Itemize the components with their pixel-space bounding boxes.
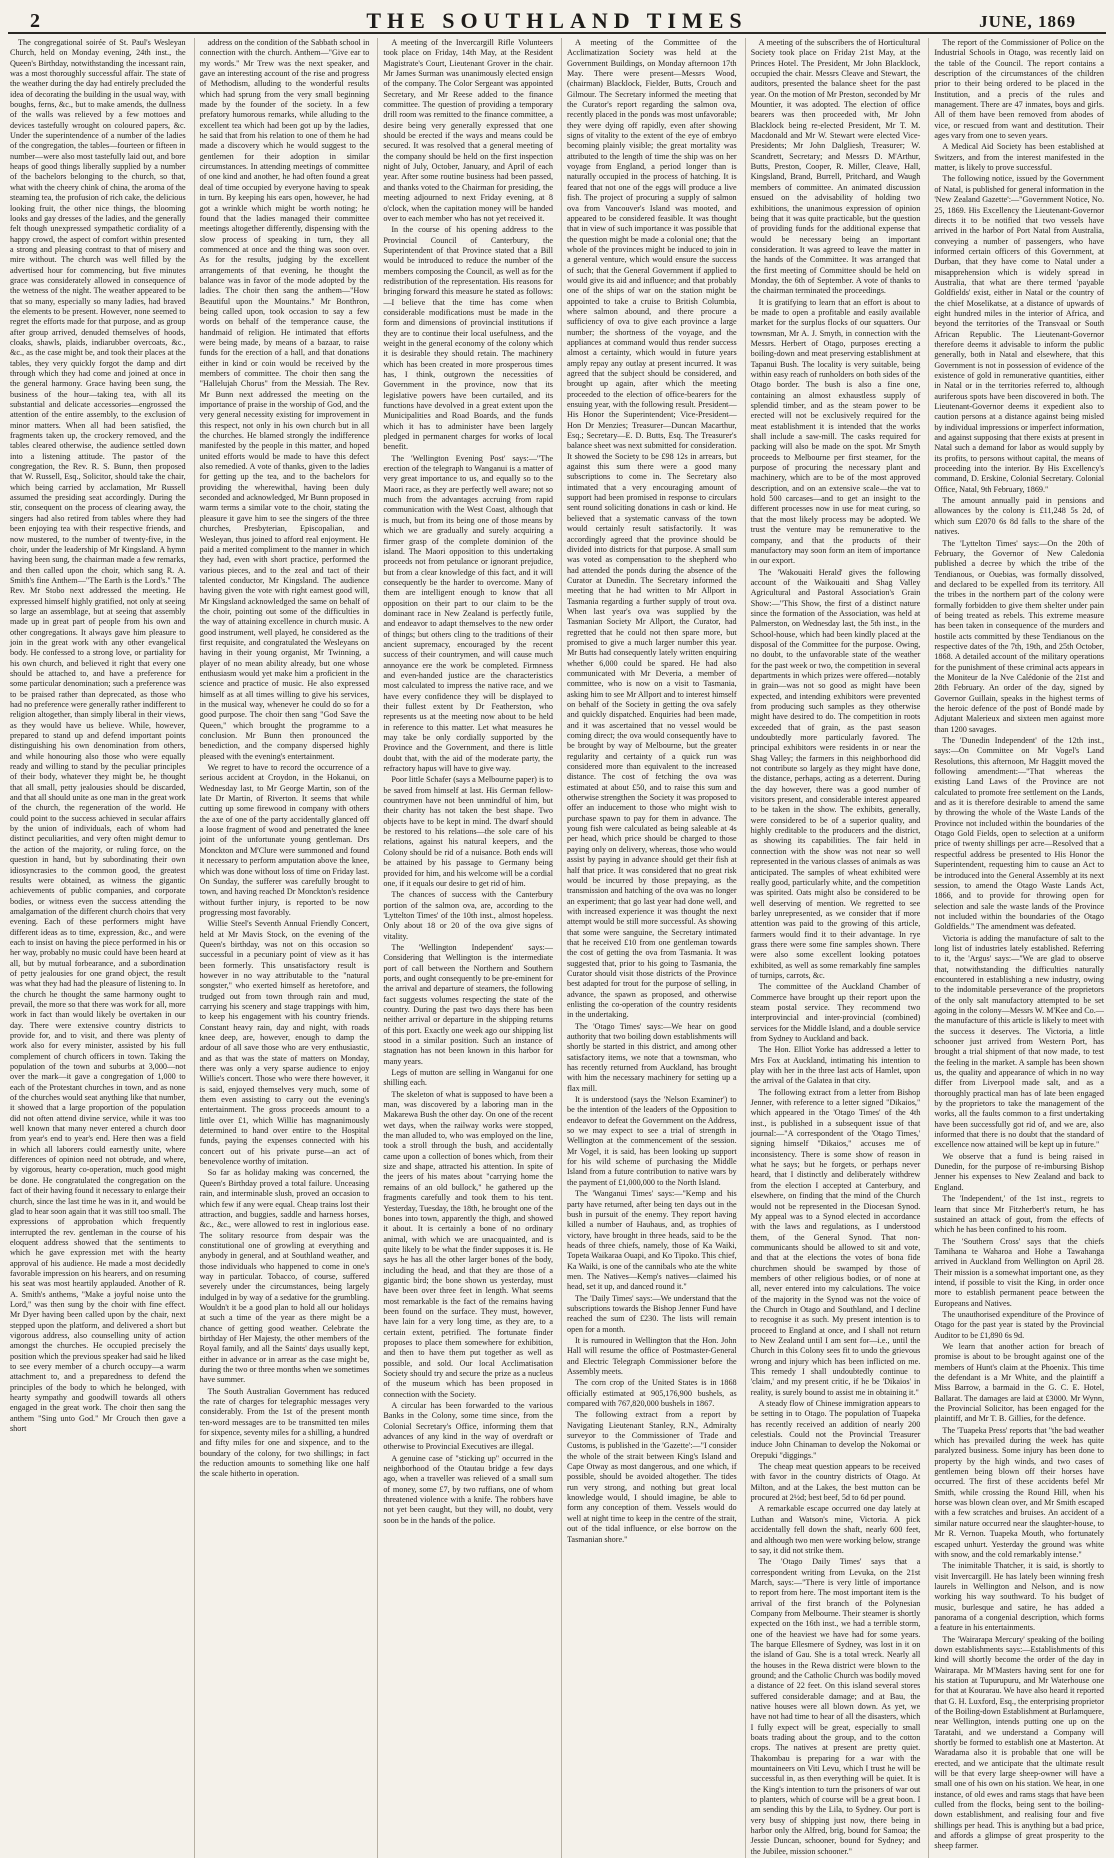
article-paragraph: A circular has been forwarded to the various Banks in the Colony, some time since, from the Colonial Secretary's Office, informing them that advances of any kind in the way of overdraft or otherwise to Provincial Executives are illegal. <box>383 1401 553 1452</box>
article-paragraph: address on the condition of the Sabbath school in connection with the church. Anthem—"Give ear to my words." Mr Trew was the next speaker, and gave an interesting account of the rise and progress of Methodism, alluding to the wonderful results which had sprung from the very small beginning made by the founder of the society. In a few prefatory humorous remarks, while alluding to the excellent tea which had been got up by the ladies, he said that from his relation to one of them he had made a discovery which he would suggest to the gentlemen for their adoption in similar circumstances. In attending meetings of committee of one kind and another, he had often found a great deal of time occupied by everyone having to speak in turn. By keeping his ears open, however, he had got a wrinkle which might be worth noting; he found that the ladies managed their committee meetings altogether differently, dispensing with the slow process of speaking in turn, they all commenced at once and the thing was soon over. As for the results, judging by the excellent arrangements of that evening, he thought the balance was in favor of the mode adopted by the ladies. The choir then sang the anthem—"How Beautiful upon the Mountains." Mr Bonthron, being called upon, took occasion to say a few words on behalf of the temperance cause, the handmaid of religion. He intimated that efforts were being made, by means of a bazaar, to raise funds for the erection of a hall, and that donations either in kind or coin would be received by the members of committee. The choir then sang the "Hallelujah Chorus" from the Messiah. The Rev. Mr Bunn next addressed the meeting on the importance of praise in the worship of God, and the very general necessity existing for improvement in this respect, not only in his own church but in all the churches. He blamed strongly the indifference manifested by the people in this matter, and hoped united efforts would be made to have this defect also remedied. A vote of thanks, given to the ladies for getting up the tea, and to the bachelors for providing the wherewithal, having been duly seconded and acknowledged, Mr Bunn proposed in warm terms a similar vote to the choir, stating the pleasure it gave him to see the singers of the three churches, Presbyterian, Episcopalian, and Wesleyan, thus joined to afford real enjoyment. He paid a merited compliment to the manner in which they had, even with short practice, performed the various pieces, and to the zeal and tact of their talented conductor, Mr Kingsland. The audience having given the vote with right earnest good will, Mr Kingsland acknowledged the same on behalf of the choir, pointing out some of the difficulties in the way of attaining excellence in church music. A good instrument, well played, he considered as the first requisite, and congratulated the Wesleyans on having in their young organist, Mr Twinning, a player of no mean ability already, but one whose enthusiasm would yet make him a proficient in the science and practice of music. He also expressed himself as at all times willing to give his services, in the musical way, whenever he could do so for a good purpose. The choir then sang "God Save the Queen," which brought the programme to a conclusion. Mr Bunn then pronounced the benediction, and the company dispersed highly pleased with the evening's entertainment. <box>199 38 370 761</box>
article-paragraph: The congregational soirée of St. Paul's Wesleyan Church, held on Monday evening, 24th inst., the Queen's Birthday, notwithstanding the incessant rain, was a most thoroughly successful affair. The state of the weather during the day had entirely precluded the idea of decorating the building in the usual way, with boughs, ferns, &c., but to make amends, the dullness of the walls was relieved by a few mottoes and devices tastefully wrought on coloured papers, &c. Under the superintendence of a number of the ladies of the congregation, the tables—fourteen or fifteen in number—were also most tastefully laid out, and bore heaps of good things liberally supplied by a number of the bachelors belonging to the church, so that, what with the cheery chink of china, the aroma of the steaming tea, the profusion of rich cake, the delicious looking fruit, the other nice things, the blooming looks and gay dresses of the ladies, and the generally felt though unexpressed sympathetic cordiality of a happy crowd, the aspect of comfort within presented a strong and pleasing contrast to that of misery and mire without. The church was well filled by the advertised hour for commencing, but five minutes grace was considerately allowed in consequence of the wetness of the night. The weather appeared to be that so many, especially so many ladies, had braved the elements to be present. However, none seemed to regret the efforts made for that purpose, and as group after group arrived, denuded themselves of hoods, cloaks, shawls, plaids, indiarubber overcoats, &c., &c., as the case might be, and took their places at the tables, they very quickly forgot the damp and dirt through which they had come and joined at once in the general harmony. Grace having been sung, the business of the hour—taking tea, with all its substantial and delicate accessories—engrossed the attention of the entire assembly, to the exclusion of minor matters. When all had been satisfied, the fragments taken up, the crockery removed, and the tables cleared otherwise, the audience settled down into a listening attitude. The pastor of the congregation, the Rev. R. S. Bunn, then proposed that W. Russell, Esq., Solicitor, should take the chair, which being carried by acclamation, Mr Russell assumed the presiding seat accordingly. During the stir, consequent on the process of clearing away, the singers had also retired from tables where they had been enjoying tea with their respective friends, and now mustered, to the number of twenty-five, in the choir, under the leadership of Mr Kingsland. A hymn having been sung, the chairman made a few remarks, and then called upon the choir, which sang R. A. Smith's fine Anthem—"The Earth is the Lord's." The Rev. Mr Stobo next addressed the meeting. He expressed himself highly gratified, not only at seeing so large an assemblage, but at seeing that assembly made up in great part of people from his own and other congregations. It always gave him pleasure to join in the great work with any other evangelical body. He confessed to a strong love, or partiality for his own church, and believed it right that every one should be attached to, and have a preference for some particular denomination; such a preference was to be praised rather than deprecated, as those who had no preference were generally rather indifferent to religion altogether, than simply liberal in their views, as they would have us believe. While, however, prepared to stand up and defend important points distinguishing his own denomination from others, and while honouring also those who were equally ready and willing to stand by the peculiar principles of their body, whatever they might be, he thought that all small, petty jealousies should be discarded, and that all should unite as one man in the great work of the church, the regeneration of the world. He could point to the success achieved in secular affairs by the union of individuals, each of whom had distinct peculiarities, and very often might demur to the action of the majority, or ruling force, on the question in hand, but by subordinating their own idiosyncrasies to the common good, the greatest results were obtained, as witness the gigantic achievements of public companies, and corporate bodies, or witness even the success attending the amalgamation of the different church choirs that very evening. Each of these performers might have different ideas as to time, expression, &c., and were each to insist on having the piece performed in his or her way, probably no music could have been heard at all, but by mutual forbearance, and a subordination of petty jealousies for one grand object, the result was what they had had the pleasure of listening to. In the church he thought the same harmony ought to prevail, the more so that there was work for all, more work in fact than would likely be overtaken in our day. There were extensive country districts to provide for, and to visit, and there was plenty of work also for every minister, assisted by his full complement of church officers in town. Taking the population of the town and suburbs at 3,000—not over the mark—it gave a congregation of 1,000 to each of the Protestant churches in town, and as none of the churches would seat anything like that number, it showed that a large proportion of the population did not often attend divine service, while it was too well known that many never entered a church door from year's end to year's end. Here then was a field in which all laborers could earnestly unite, where differences of opinion need not obtrude, and where, by vigorous, hearty co-operation, much good might be done. He congratulated the congregation on the fact of their having found it necessary to enlarge their church, since the last time he was in it, and would be glad to hear soon again that it was still too small. The expressions of approbation which frequently interrupted the rev. gentleman in the course of his eloquent address showed that the sentiments to which he gave expression met with the hearty approval of his audience. He made a most decidedly favorable impression on his hearers, and on resuming his seat was most heartily applauded. Another of R. A. Smith's anthems, "Make a joyful noise unto the Lord," was then sung by the choir with fine effect. Mr Dyer having been called upon by the chair, next stepped upon the platform, and delivered a short but vigorous address, also counselling unity of action amongst the churches. He occupied precisely the position which the previous speaker had said he liked to see every member of a church occupy—a warm attachment to, and a preparedness to defend the principles of the body to which he belonged, with hearty sympathy and goodwill towards all others engaged in the great work. The choir then sang the anthem "Sing unto God." Mr Crouch then gave a short <box>10 38 186 1434</box>
article-paragraph: We learn that another action for breach of promise is about to be brought against one of the members of Hunt's claim at the Phoenix. This time the defendant is a Mr White, and the plaintiff a Miss Barrow, a barmaid in the G. C. E. Hotel, Ballarat. The damages are laid at £3000. Mr Wynn, the Provincial Solicitor, has been engaged for the plaintiff, and Mr T. B. Gillies, for the defence. <box>934 1341 1104 1424</box>
article-paragraph: The following extract from a letter from Bishop Jenner, with reference to a letter signed "Dikaios," which appeared in the 'Otago Times' of the 4th inst., is published in a subsequent issue of that journal:—"A correspondent of the 'Otago Times,' signing himself "Dikaios," accuses me of inconsistency. There is some show of reason in what he says; but he forgets, or perhaps never heard, that I distinctly and deliberately withdrew from the election I accepted at Canterbury, and elsewhere, on finding that the mind of the Church would not be represented in the Diocesan Synod. My appeal was to a Synod elected in accordance with the laws and regulations, as I understood them, of the General Synod. That non-communicants should be allowed to sit and vote, and that at the elections the votes of bona fide churchmen should be swamped by those of members of other religious bodies, or of none at all, never entered into my calculations. The voice of the majority in the Synod was not the voice of the Church in Otago and Southland, and I decline to recognise it as such. My present intention is to proceed to England at once, and I shall not return to New Zealand until I am sent for—i.e., until the Church in this Colony sees fit to undo the grievous wrong and injury which has been inflicted on me. This remedy I shall undoubtedly continue to 'claim,' and my present critic, if he be 'Dikaios' in reality, is surely bound to assist me in obtaining it." <box>750 1087 921 1397</box>
article-columns <box>10 38 1104 1856</box>
article-paragraph: The following extract from a report by Navigating Lieutenant Stanley, R.N., Admiralty surveyor to the Commissioner of Trade and Customs, is published in the 'Gazette':—"I consider the whole of the strait between King's Island and Cape Otway as most dangerous, and one which, if possible, should be avoided altogether. The tides run very strong, and nothing but great local knowledge would, I should imagine, be able to form any conception of them. Vessels would do well at night time to keep in the centre of the strait, out of the tidal influence, or else borrow on the Tasmanian shore." <box>567 1410 737 1544</box>
article-paragraph: The committee of the Auckland Chamber of Commerce have brought up their report upon the steam postal service. They recommend two interprovincial and inter-provincial (combined) services for the Middle Island, and a double service from Sydney to Auckland and back. <box>750 982 921 1043</box>
article-paragraph: The 'Otago Daily Times' says that a correspondent writing from Levuka, on the 21st March, says:—"There is very little of importance to report from here. The most important item is the arrival of the first branch of the Polynesian Company from Melbourne. Their steamer is shortly expected on the 16th inst., we had a terrible storm, one of the heaviest we have had for some years. The barque Ellesmere of Sydney, was lost in it on the island of Gau. She is a total wreck. Nearly all the houses in the Rewa district were blown to the ground; and the Catholic Church was bodily moved a distance of 22 feet. On this island several stores suffered considerable damage; and at Bau, the native houses were all blown down. As yet, we have not had time to hear of all the disasters, which I fully expect will be great, especially to small boats trading about the group, and to the cotton crops. The natives at present are pretty quiet. Thakombau is preparing for a war with the mountaineers on Viti Levu, which I trust he will be successful in, as then everything will be quiet. It is the King's intention to turn the prisoners of war out to planters, which of course will be a great boon. I am sending this by the Lila, to Sydney. Our port is very busy of shipping just now, there being in harbor only the Alfred, brig, bound for Samoa; the Jessie Duncan, schooner, bound for Sydney; and the Jubilee, mission schooner." <box>750 1557 921 1856</box>
article-paragraph: We observe that a fund is being raised in Dunedin, for the purpose of re-imbursing Bishop Jenner his expenses to New Zealand and back to England. <box>934 1151 1104 1192</box>
article-paragraph: The Hon. Elliot Yorke has addressed a letter to Mrs Fox at Auckland, intimating his intention to play with her in the three last acts of Hamlet, upon the arrival of the Galatea in that city. <box>750 1045 921 1086</box>
article-paragraph: The report of the Commissioner of Police on the Industrial Schools in Otago, was recently laid on the table of the Council. The report contains a description of the circumstances of the children prior to their being ordered to be placed in the Institution, and a precis of the rules and management. There are 47 inmates, boys and girls. All of them have been removed from abodes of vice, or rescued from want and destitution. Their ages vary from one to seven years. <box>934 38 1104 141</box>
article-paragraph: Victoria is adding the manufacture of salt to the long list of industries lately established. Referring to it, the 'Argus' says:—"We are glad to observe that, notwithstanding the difficulties naturally encountered in establishing a new industry, owing to the indomitable perseverance of the proprietors of the only salt manufactory attempted to be set agoing in the colony—Messrs W. M'Kee and Co.—the manufacture of this article is likely to meet with the success it deserves. The Victoria, a little schooner just arrived from Western Port, has brought a trial shipment of that now made, to test the feeling in the market. A sample has been shown us, the quality and appearance of which in no way differ from Liverpool made salt, and as a thoroughly practical man has of late been engaged by the proprietors to take the management of the works, all the faults common to a first undertaking have been successfully got rid of, and we are, also informed that there is no doubt that the standard of excellence now attained will be kept up in future." <box>934 933 1104 1150</box>
article-paragraph: So far as holiday making was concerned, the Queen's Birthday proved a total failure. Unceasing rain, and interminable slush, proved an occasion to which few if any were equal. Cheap trains lost their attraction, and buggies, saddle and harness horses, &c., &c., were allowed to rest in inglorious ease. The solitary resource from despair was the constitutional one of growling at everything and anybody in general, and at Southland weather, and those individuals who happened to come in one's way in particular. Tobacco, of course, suffered severely under the circumstances, being largely indulged in by way of a sedative for the grumbling. Wouldn't it be a good plan to hold all our holidays at such a time of the year as there might be a chance of getting good weather. Celebrate the birthday of Her Majesty, the other members of the Royal family, and all the Saints' days usually kept, either in advance or in arrear as the case might be, during the two or three months when we sometimes have summer. <box>199 1168 370 1385</box>
text-column-4 <box>561 38 737 1858</box>
article-paragraph: The 'Dunedin Independent' of the 12th inst., says:—On Committee on Mr Vogel's Land Resolutions, this afternoon, Mr Haggitt moved the following amendment:—"That whereas the existing Land Laws of the Province are not calculated to promote free settlement on the Lands, and as it is therefore desirable to amend the same by throwing the whole of the Waste Lands of the Province not included within the boundaries of the Otago Gold Fields, open to selection at a uniform price of twenty shillings per acre—Resolved that a respectful address be presented to His Honor the Superintendent, requesting him to cause an Act to be introduced into the General Assembly at its next session, to amend the Otago Waste Lands Act, 1866, and to provide for throwing open for selection and sale the waste lands of the Province not included within the boundaries of the Otago Goldfields." The amendment was defeated. <box>934 736 1104 932</box>
text-column-5 <box>745 38 921 1858</box>
article-paragraph: The cheap meat question appears to be received with favor in the country districts of Otago. At Milton, and at the Lakes, the best mutton can be procured at 2½d; best beef, 5d to 6d per pound. <box>750 1462 921 1503</box>
article-paragraph: A meeting of the Invercargill Rifle Volunteers took place on Friday, 14th May, at the Resident Magistrate's Court, Lieutenant Grover in the chair. Mr James Surman was unanimously elected ensign of the company. The Color Sergeant was appointed Secretary, and Mr Reese added to the finance committee. The question of providing a temporary drill room was remitted to the finance committee, a desire being very generally expressed that one should be erected if the ways and means could be secured. It was resolved that a general meeting of the company should be held on the first inspection night of July, October, January, and April of each year. After some routine business had been passed, and thanks voted to the Chairman for presiding, the meeting adjourned to next Friday evening, at 8 o'clock, when the capitation money will be handed over to each member who has not yet received it. <box>383 38 553 223</box>
article-paragraph: The 'Wellington Evening Post' says:—"The erection of the telegraph to Wanganui is a matter of very great importance to us, and equally so to the Maori race, as they are perfectly well aware; not so much from the advantages accruing from rapid communication with the West Coast, although that is much, but from its being one of those means by which we are gradually and surely acquiring a firmer grasp of the complete dominion of the island. The Maori opposition to this undertaking proceeds not from petulance or ignorant prejudice, but from a clear knowledge of this fact, and it will consequently be the harder to overcome. Many of them are intelligent enough to know that all opposition on their part to our claim to be the dominant race in New Zealand is perfectly futile, and endeavor to adapt themselves to the new order of things; but others cling to the traditions of their ancient supremacy, encouraged by the recent success of their countrymen, and will cause much annoyance ere the work be completed. Firmness and even-handed justice are the characteristics most calculated to impress the native race, and we have every confidence they will be displayed to their fullest extent by Dr Featherston, who represents us at the meeting now about to be held in reference to this matter. Let what measures he may take be only cordially supported by the Province and the Government, and there is little doubt that, with the aid of the moderate party, the refractory hapus will have to give way. <box>383 453 553 774</box>
article-paragraph: Willie Steel's Seventh Annual Friendly Concert, held at Mr Mavis Stock, on the evening of the Queen's birthday, was not on this occasion so successful in a pecuniary point of view as it has been formerly. This unsatisfactory result is however in no way attributable to the "natural songster," who exerted himself as heretofore, and trudged out from town through rain and mud, carrying his scenery and stage trappings with him, to keep his engagement with his country friends. Constant heavy rain, day and night, with roads knee deep, are, however, enough to damp the ardour of all save those who are very enthusiastic, and as that was the state of matters on Monday, there was only a very sparse audience to enjoy Willie's concert. Those who were there however, it is said, enjoyed themselves very much, some of them even assisting to carry out the evening's entertainment. The gross proceeds amount to a little over £1, which Willie has magnanimously determined to hand over entire to the Hospital funds, paying the expenses connected with his concert out of his private purse—an act of benevolence worthy of imitation. <box>199 919 370 1167</box>
article-paragraph: It is rumoured in Wellington that the Hon. John Hall will resume the office of Postmaster-General and Electric Telegraph Commissioner before the Assembly meets. <box>567 1335 737 1376</box>
article-paragraph: It is understood (says the 'Nelson Examiner') to be the intention of the leaders of the Opposition to endeavor to defeat the Government on the Address, so we may expect to see a trial of strength in Wellington at the commencement of the session. Mr Vogel, it is said, has been looking up support for his wild scheme of purchasing the Middle Island from a future contribution to native wars by the payment of £1,000,000 to the North Island. <box>567 1095 737 1187</box>
article-paragraph: We regret to have to record the occurrence of a serious accident at Croydon, in the Hokanui, on Wednesday last, to Mr George Martin, son of the late Dr Martin, of Riverton. It seems that while cutting up some firewood in company with others the axe of one of the party accidentally glanced off a loose fragment of wood and penetrated the knee joint of the unfortunate young gentleman. Drs Monckton and M'Clure were summoned and found it necessary to perform amputation above the knee, which was done without loss of time on Friday last. On Sunday, the sufferer was carefully brought to town, and having reached Dr Monckton's residence without further injury, is reported to be now progressing most favorably. <box>199 763 370 917</box>
article-paragraph: A meeting of the Committee of the Acclimatization Society was held at the Government Buildings, on Monday afternoon 17th May. There were present—Messrs Wood, (chairman) Blacklock, Fielder, Butts, Crouch and Gilmour. The Secretary informed the meeting that the Curator's report regarding the salmon ova, recently placed in the ponds was most unfavorable; they were dying off rapidly, even after showing signs of vitality to the extent of the eye of embryo becoming plainly visible; the great mortality was attributed to the length of time the ship was on her voyage from England, a period longer than is naturally occupied in the process of hatching. It is feared that not one of the eggs will produce a live fish. The project of procuring a supply of salmon ova from Vancouver's Island was mooted, and appeared to be considered feasible. It was thought that in view of such importance it was possible that the question might be made a colonial one; that the whole of the provinces might be induced to join in a general venture, which would ensure the success of such; that the General Government if applied to would give its aid and influence; and that probably one of the ships of war on the station might be appointed to take a cruise to British Columbia, where salmon abound, and there procure a sufficiency of ova to give each province a large number; the shortness of the voyage, and the appliances at command would thus render success almost a certainty, which would in future years amply repay any outlay at present incurred. It was agreed that the subject should be considered, and brought up again, after which the meeting proceeded to the election of office-bearers for the ensuing year, with the following result. President—His Honor the Superintendent; Vice-President—Hon Dr Menzies; Treasurer—Duncan Macarthur, Esq.; Secretary—E. D. Butts, Esq. The Treasurer's balance sheet was next submitted for consideration. It showed the Society to be £98 12s in arrears, but against this sum there were a good many subscriptions to come in. The Secretary also intimated that a very encouraging amount of support had been promised in response to circulars sent round soliciting donations in cash or kind. He believed that a systematic canvass of the town would certainly result satisfactorily. It was accordingly agreed that the province should be divided into districts for that purpose. A small sum was voted as compensation to the shepherd who had attended the ponds during the absence of the Curator at Dunedin. The Secretary informed the meeting that he had written to Mr Allport in Tasmania regarding a further supply of trout ova. When last year's ova was supplied by the Tasmanian Society Mr Allport, the Curator, had regretted that he could not then spare more, but promised to give a much larger number this year. Mr Butts had consequently lately written enquiring whether 6,000 could be spared. He had also communicated with Mr Deveria, a member of committee, who is now on a visit to Tasmania, asking him to see Mr Allport and to interest himself on behalf of the Society in getting the ova safely and quickly dispatched. Enquiries had been made, and it was ascertained that no vessel would be coming direct; the ova would consequently have to be brought by way of Melbourne, but the greater regularity and certainty of a quick run was considered more than equivalent to the increased distance. The cost of fetching the ova was estimated at about £50, and to raise this sum and otherwise strengthen the Society it was proposed to offer an inducement to those who might wish to purchase spawn to pay for them in advance. The young fish were calculated as being saleable at 4s per head, which price should be charged to those paying only on delivery, whereas, those who would assist by paying in advance should get their fish at half that price. It was considered that no great risk would be incurred by those prepaying, as the transmission and hatching of the ova was no longer an experiment; that go last year had done well, and with increased experience it was thought the next attempt would be still more successful. As showing that some were sanguine, the Secretary intimated that he received £10 from one gentleman towards the cost of getting the ova from Tasmania. It was suggested that, prior to his going to Tasmania, the Curator should visit those districts of the Province best adapted for trout for the purpose of selling, in advance, the spawn as proposed, and otherwise enlisting the co-operation of the country residents in the undertaking. <box>567 38 737 1020</box>
article-paragraph: It is gratifying to learn that an effort is about to be made to open a profitable and easily available market for the surplus flocks of our squatters. Our townsman, Mr A. J. Smyth, in connection with the Messrs. Herbert of Otago, purposes erecting a boiling-down and meat preserving establishment at Tapanui Bush. The locality is very suitable, being within easy reach of runholders on both sides of the Otago border. The bush is also a fine one, containing an almost exhaustless supply of splendid timber, and as the steam power to be erected will not be exclusively required for the meat establishment it is intended that the works shall include a saw-mill. The casks required for packing will also be made on the spot. Mr Smyth proceeds to Melbourne per first steamer, for the purpose of procuring the necessary plant and machinery, which are to be of the most approved description, and on an extensive scale—the vat to hold 500 carcases—and to get an insight to the different processes now in use for meat curing, so that the most likely process may be adopted. We trust the venture may be remunerative to the company, and that the products of their manufactory may soon form an item of importance in our export. <box>750 297 921 566</box>
article-paragraph: The South Australian Government has reduced the rate of charges for telegraphic messages very considerably. From the 1st of the present month ten-word messages are to be transmitted ten miles for sixpence, seventy miles for a shilling, a hundred and fifty miles for one and sixpence, and to the boundary of the colony, for two shillings; in fact the reduction amounts to something like one half the scale hitherto in operation. <box>199 1386 370 1479</box>
article-paragraph: The unauthorised expenditure of the Province of Otago for the past year is stated by the Provincial Auditor to be £1,890 6s 9d. <box>934 1309 1104 1340</box>
article-paragraph: The 'Otago Times' says:—We hear on good authority that two boiling down establishments will shortly be started in this district, and among other satisfactory items, we note that a townsman, who has recently returned from Auckland, has brought with him the necessary machinery for setting up a flax mill. <box>567 1021 737 1093</box>
article-paragraph: A steady flow of Chinese immigration appears to be setting in to Otago. The population of Tuapeka has recently received an addition of nearly 200 celestials. Could not the Provincial Treasurer induce John Chinaman to develop the Nokomai or Orepuki "diggings." <box>750 1399 921 1460</box>
article-paragraph: The skeleton of what is supposed to have been a man, was discovered by a laboring man in the Makarewa Bush the other day. On one of the recent wet days, when the railway works were stopped, the man alluded to, who was employed on the line, took a stroll through the bush, and accidentally came upon a collection of bones which, from their size and shape, attracted his attention. In spite of the jeers of his mates about "carrying home the remains of an old bullock," he gathered up the fragments carefully and took them to his tent. Yesterday, Tuesday, the 18th, he brought one of the bones into town, apparently the thigh, and showed it about. It is certainly a bone of no ordinary animal, with which we are unacquainted, and is quite likely to be what the finder supposes it is. He says he has all the other larger bones of the body, including the head, and that they are those of a gigantic bird; the bone shown us yesterday, must have been over three feet in length. What seems most remarkable is the fact of the remains having been found on the surface. They must, however, have lain for a very long time, as they are, to a certain extent, petrified. The fortunate finder proposes to place them somewhere for exhibition, and then to have them put together as well as possible, and sold. Our local Acclimatisation Society should try and secure the prize as a nucleus of the museum which has been proposed in connection with the Society. <box>383 1089 553 1399</box>
article-paragraph: The 'Wakouaiti Herald' gives the following account of the Waikouaiti and Shag Valley Agricultural and Pastoral Association's Grain Show:—"This Show, the first of a distinct nature since the formation of the Association, was held at Palmerston, on Wednesday last, the 5th inst., in the School-house, which had been kindly placed at the disposal of the Committee for the purpose. Owing, no doubt, to the unfavorable state of the weather for the past week or two, the competition in several departments in which prizes were offered—notably in grain—was not so good as might have been expected, and intending exhibitors were prevented from producing such samples as they otherwise might have desired to do. The competition in roots exceeded that of grain, as the past season undoubtedly more particularly favored. The principal exhibitors were residents in or near the Shag Valley; the farmers in this neighborhood did not contribute so largely as they might have done, the distance, perhaps, acting as a deterrent. During the day however, there was a good number of visitors present, and considerable interest appeared to be taken in the show. The exhibits, generally, were considered to be of a superior quality, and highly creditable to the producers and the district, as showing its capabilities. The fair held in connection with the show was not near so well represented in the various classes of animals as was anticipated. The samples of wheat exhibited were really good, particularly white, and the competition was spirited. Oats might also be considered to be well deserving of mention. We regretted to see barley unrepresented, as we consider that if more attention was paid to the growing of this article, farmers would find it to their advantage. In rye grass there were some fine samples shown. There were also some excellent looking potatoes exhibited, as well as some remarkably fine samples of turnips, carrots, &c. <box>750 567 921 980</box>
article-paragraph: The inimitable Thatcher, it is said, is shortly to visit Invercargill. He has lately been winning fresh laurels in Wellington and Nelson, and is now working his way southward. To his budget of music, burlesque and satire, he has added a panorama of a congenial description, which forms a feature in his entertainments. <box>934 1561 1104 1633</box>
page-number: 2 <box>30 10 40 32</box>
article-paragraph: The following notice, issued by the Government of Natal, is published for general information in the 'New Zealand Gazette':—"Government Notice, No. 25, 1869. His Excellency the Lieutenant-Governor directs it to be notified that two vessels have arrived in the harbor of Port Natal from Australia, conveying a number of passengers, who have informed certain officers of this Government, at Durban, that they have come to Natal under a misapprehension which is widely spread in Australia, that what are there termed 'payable Goldfields' exist, either in Natal or the country of the chief Moselikatse, at a distance of upwards of eight hundred miles in the interior of Africa, and beyond the territories of the Transvaal or South African Republic. The Lieutenant-Governor therefore deems it advisable to inform the public generally, both in Natal and elsewhere, that this Government is not in possession of evidence of the existence of gold in remunerative quantities, either in Natal or in the territories referred to, although auriferous spots have been discovered in both. The Lieutenant-Governor deems it expedient also to caution persons at a distance against being misled by individual impressions or imperfect information, and against supposing that there exists at present in Natal such a demand for labor as would supply by its profits, to persons without capital, the means of proceeding into the interior. By His Excellency's command, D. Erskine, Colonial Secretary. Colonial Office, Natal, 9th February, 1869." <box>934 174 1104 494</box>
article-paragraph: The 'Daily Times' says:—We understand that the subscriptions towards the Bishop Jenner Fund have reached the sum of £230. The lists will remain open for a month. <box>567 1293 737 1334</box>
article-paragraph: The chances of success with the Canterbury portion of the salmon ova, are, according to the 'Lyttelton Times' of the 10th inst., almost hopeless. Only about 18 or 20 of the ova give signs of vitality. <box>383 890 553 941</box>
article-paragraph: The 'Wairarapa Mercury' speaking of the boiling down establishments says:—Establishments of this kind will shortly become the order of the day in Wairarapa. Mr M'Masters having sent for one for his station at Tupurupuru, and Mr Waterhouse one for that at Kourarau. We have also heard it reported that G. H. Luxford, Esq., the enterprising proprietor of the Boiling-down Establishment at Burlamquere, near Wellington, intends putting one up on the Taratahi, and we understand a Company will shortly be formed to establish one at Masterton. At Waradama also it is probable that one will be erected, and we anticipate that the ultimate result will be that every large sheep-owner will have a small one of his own on his station. We hear, in one instance, of old ewes and rams stags that have been culled from the flocks, being sent to the boiling-down establishment, and realising four and five shillings per head. This is anything but a bad price, and affords a glimpse of great prosperity to the sheep farmer. <box>934 1634 1104 1851</box>
article-paragraph: The 'Southern Cross' says that the chiefs Tamihana te Waharoa and Hohe a Tawahanga arrived in Auckland from Wellington on April 28. Their mission is a somewhat important one, as they intend, if possible to visit the King, in order once more to establish permanent peace between the Europeans and Natives. <box>934 1236 1104 1308</box>
article-paragraph: Poor little Schafer (says a Melbourne paper) is to be saved from himself at last. His German fellow-countrymen have not been unmindful of him, but their charity has not taken the best shape. Two objects have to be kept in mind. The dwarf should be restored to his relations—the sole care of his relations, against his natural keepers, and the Colony should be rid of a nuisance. Both ends will be attained by his passage to Germany being provided for him, and his welcome will be a cordial one, if it equals our desire to get rid of him. <box>383 775 553 888</box>
article-paragraph: The corn crop of the United States is in 1868 officially estimated at 905,176,900 bushels, as compared with 767,820,000 bushels in 1867. <box>567 1378 737 1409</box>
text-column-6 <box>928 38 1104 1858</box>
article-paragraph: The 'Wanganui Times' says:—"Kemp and his party have returned, after being ten days out in the bush in pursuit of the enemy. They report having killed a number of Hauhaus, and, as trophies of victory, have brought in three heads, said to be the heads of three chiefs, namely, those of Ka Waiki, Topeta Waikaraa Ouapi, and Ko Tipoko. This chief, Ka Waiki, is one of the cannibals who ate the white men. The Natives—Kemp's natives—claimed his head, set it up, and danced round it." <box>567 1189 737 1292</box>
article-paragraph: The amount annually paid in pensions and allowances by the colony is £11,248 5s 2d, of which sum £2070 6s 8d falls to the share of the natives. <box>934 496 1104 537</box>
text-column-3 <box>377 38 553 1858</box>
article-paragraph: The 'Independent,' of the 1st inst., regrets to learn that since Mr Fitzherbert's return, he has sustained an attack of gout, from the effects of which he has been confined to his room. <box>934 1194 1104 1235</box>
article-paragraph: The 'Lyttelton Times' says:—On the 20th of February, the Governor of New Caledonia published a decree by which the tribe of the Tendianous, or Ouebias, was formally dissolved, and declared to be expelled from its territory. All the tribes in the northern part of the colony were formally forbidden to give them shelter under pain of being treated as rebels. This extreme measure has been taken in consequence of the murders and hostile acts committed by these Tendianous on the respective dates of the 7th, 19th, and 25th October, 1868. A detailed account of the military operations for the punishment of these criminal acts appears in the Moniteur de la Nve Calédonie of the 21st and 28th February. An order of the day, signed by Governor Guillain, speaks in the highest terms of the heroic defence of the post of Bondé made by Adjutant Malerieux and sixteen men against more than 1200 savages. <box>934 538 1104 734</box>
article-paragraph: The 'Tuapeka Press' reports that "the bad weather which has prevailed during the week has quite paralyzed business. Some injury has been done to property by the high winds, and two cases of gentlemen being blown off their horses have occurred. The first of these accidents befel Mr Smith, while crossing the Round Hill, when his horse was blown clean over, and Mr Smith escaped with a few scratches and bruises. An accident of a similar nature occurred near the slaughter-house, to Mr R. Vernon. Tuapeka Mouth, who fortunately escaped unhurt. Yesterday the ground was white with snow, and the cold remarkably intense." <box>934 1425 1104 1559</box>
text-column-2 <box>194 38 370 1858</box>
article-paragraph: A meeting of the subscribers the of Horticultural Society took place on Friday 21st May, at the Princes Hotel. The President, Mr John Blacklock, occupied the chair. Messrs Cleave and Stewart, the auditors, presented the balance sheet for the past year. On the motion of Mr Preston, seconded by Mr Mountier, it was adopted. The election of office bearers was then proceeded with, Mr John Blacklock being re-elected President, Mr T. M. Macdonald and Mr W. Stewart were elected Vice-Presidents; Mr John Dalgliesh, Treasurer; W. Scandrett, Secretary; and Messrs D. M'Arthur, Butts, Preston, Cooper, R. Miller, Cleave, Hall, Kingsland, Brand, Burrell, Pritchard, and Waugh members of committee. An animated discussion ensued on the advisability of holding two exhibitions, the unanimous expression of opinion being that it was quite practicable, but the question of providing funds for the additional expense that would be necessary being an important consideration. It was agreed to leave the matter in the hands of the Committee. It was arranged that the first meeting of Committee should be held on Monday, the 6th of September. A vote of thanks to the chairman terminated the proceedings. <box>750 38 921 296</box>
text-column-1 <box>10 38 186 1858</box>
article-paragraph: The 'Wellington Independent' says:—Considering that Wellington is the intermediate port of call between the Northern and Southern ports, and ought consequently to be pre-eminent for the arrival and departure of steamers, the following fact suggests volumes respecting the state of the country. During the past two days there has been neither arrival or departure in the shipping returns of this port. Exactly one week ago our shipping list stood in a similar position. Such an instance of stagnation has not been known in this harbor for many years. <box>383 942 553 1066</box>
article-paragraph: A remarkable escape occurred one day lately at Luthan and Watson's mine, Victoria. A pick accidentally fell down the shaft, nearly 600 feet, and although two men were working below, strange to say, it did not strike them. <box>750 1504 921 1555</box>
masthead <box>8 6 1106 34</box>
newspaper-title: THE SOUTHLAND TIMES <box>366 8 748 33</box>
issue-date: JUNE, 1869 <box>979 12 1076 31</box>
article-paragraph: A genuine case of "sticking up" occurred in the neighborhood of the Otautau bridge a few days ago, when a traveller was relieved of a small sum of money, some £7, by two ruffians, one of whom threatened violence with a knife. The robbers have not yet been caught, but they will, no doubt, very soon be in the hands of the police. <box>383 1453 553 1525</box>
article-paragraph: A Medical Aid Society has been established at Switzers, and from the interest manifested in the matter, is likely to prove successful. <box>934 142 1104 173</box>
article-paragraph: In the course of his opening address to the Provincial Council of Canterbury, the Superintendent of that Province stated that a Bill would be introduced to reduce the number of the members composing the Council, as well as for the redistribution of the representation. His reasons for bringing forward this measure he stated as follows:—I believe that the time has come when considerable modifications must be made in the form and dimensions of provincial institutions if they are to continue their local usefulness, and the weight in the general economy of the colony which it is desirable they should retain. The machinery which has been created in more prosperous times has, I think, outgrown the necessities of Government in the province, now that its legislative powers have been curtailed, and its functions have devolved in a great extent upon the Municipalities and Road Boards, and the funds which it has to administer have been largely pledged in permanent charges for works of local benefit. <box>383 225 553 452</box>
article-paragraph: Legs of mutton are selling in Wanganui for one shilling each. <box>383 1068 553 1088</box>
